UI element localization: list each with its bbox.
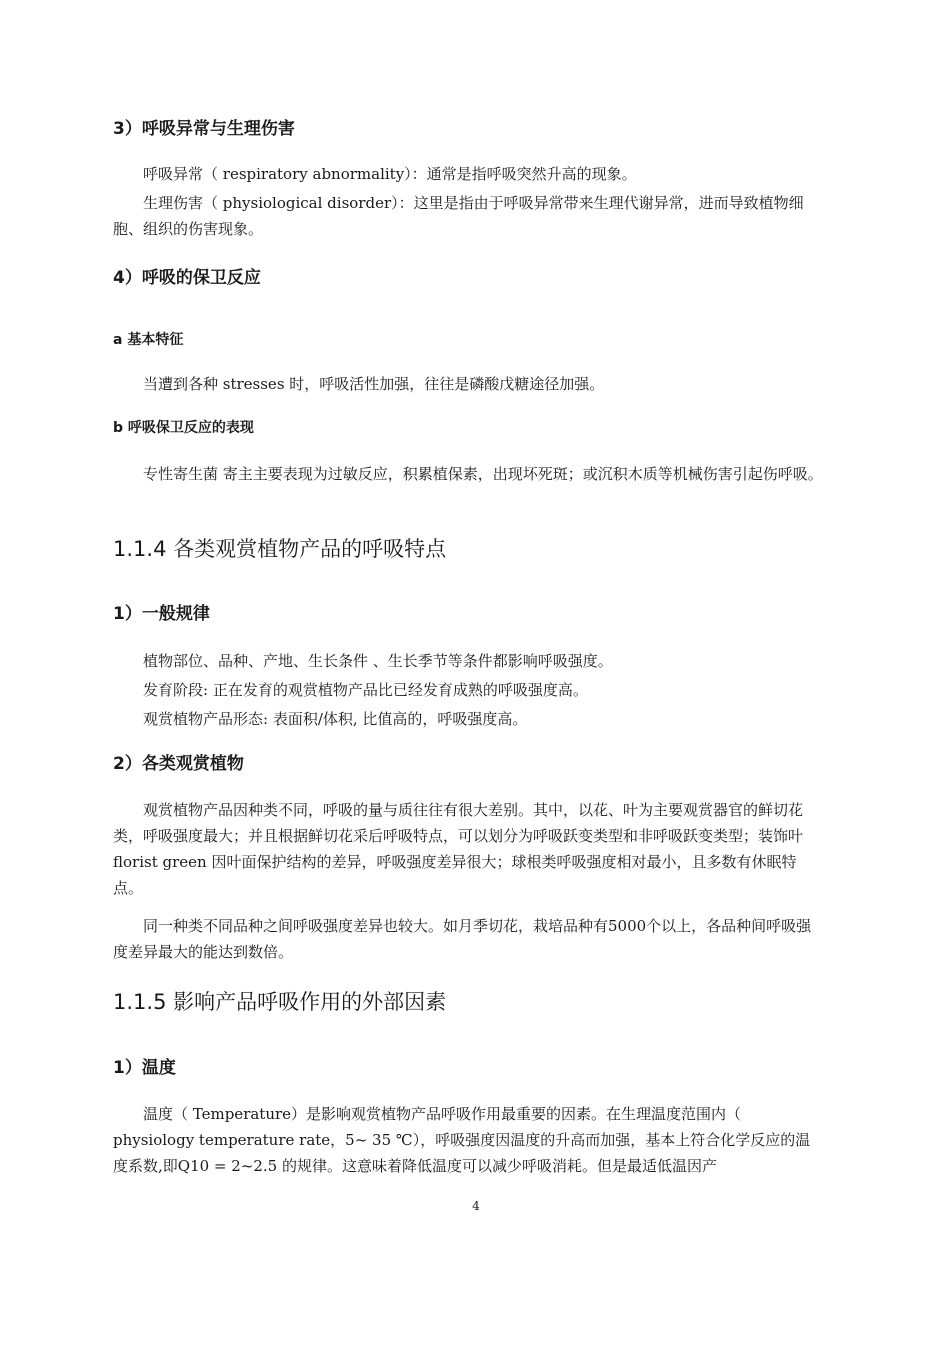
paragraph-physiological-disorder: 生理伤害（ physiological disorder）：这里是指由于呼吸异常带来生理代谢异常，进而导致植物细胞、组织的伤害现象。 [113, 194, 804, 238]
paragraph-ornamental-plant-types: 观赏植物产品因种类不同，呼吸的量与质往往有很大差别。其中，以花、叶为主要观赏器官的鲜切花类，呼吸强度最大；并且根据鲜切花采后呼吸特点，可以划分为呼吸跃变类型和非呼吸跃变类型；装饰叶 florist green 因叶面保护结构的差异，呼吸强度差异很大；球根类呼吸强度相对最小，且多数有休眠特点。 [113, 801, 804, 897]
text-line-general-rule-3: 观赏植物产品形态: 表面积/体积, 比值高的，呼吸强度高。 [143, 710, 528, 728]
section-heading-ornamental-plants: 2）各类观赏植物 [113, 754, 244, 774]
paragraph-basic-features: 当遭到各种 stresses 时，呼吸活性加强，往往是磷酸戊糖途径加强。 [143, 375, 605, 393]
paragraph-variety-differences: 同一种类不同品种之间呼吸强度差异也较大。如月季切花，栽培品种有5000个以上，各品种间呼吸强度差异最大的能达到数倍。 [113, 917, 812, 961]
paragraph-respiratory-abnormality: 呼吸异常（ respiratory abnormality）：通常是指呼吸突然升高的现象。 [143, 165, 637, 183]
text-line-general-rule-1: 植物部位、品种、产地、生长条件 、生长季节等条件都影响呼吸强度。 [143, 652, 613, 670]
section-heading-temperature: 1）温度 [113, 1058, 176, 1078]
chapter-heading-1-1-4: 1.1.4 各类观赏植物产品的呼吸特点 [113, 537, 447, 561]
text-line-general-rule-2: 发育阶段: 正在发育的观赏植物产品比已经发育成熟的呼吸强度高。 [143, 681, 588, 699]
subheading-defense-manifestation: b 呼吸保卫反应的表现 [113, 420, 254, 436]
chapter-heading-1-1-5: 1.1.5 影响产品呼吸作用的外部因素 [113, 990, 447, 1014]
page-number: 4 [472, 1199, 480, 1213]
subheading-basic-features: a 基本特征 [113, 332, 184, 348]
paragraph-defense-manifestation: 专性寄生菌 寄主主要表现为过敏反应，积累植保素，出现坏死斑；或沉积木质等机械伤害引起伤呼吸。 [143, 465, 823, 483]
section-heading-defense-response: 4）呼吸的保卫反应 [113, 268, 261, 288]
section-heading-respiration-abnormality: 3）呼吸异常与生理伤害 [113, 119, 295, 139]
section-heading-general-rules: 1）一般规律 [113, 604, 210, 624]
paragraph-temperature: 温度（ Temperature）是影响观赏植物产品呼吸作用最重要的因素。在生理温度范围内（ physiology temperature rate，5~ 35 ℃），呼吸强度因温度的升高而加强，基本上符合化学反应的温度系数,即Q10 = 2~2.5 的规律。这意味着降低温度可以减少呼吸消耗。但是最适低温因产 [113, 1105, 811, 1175]
